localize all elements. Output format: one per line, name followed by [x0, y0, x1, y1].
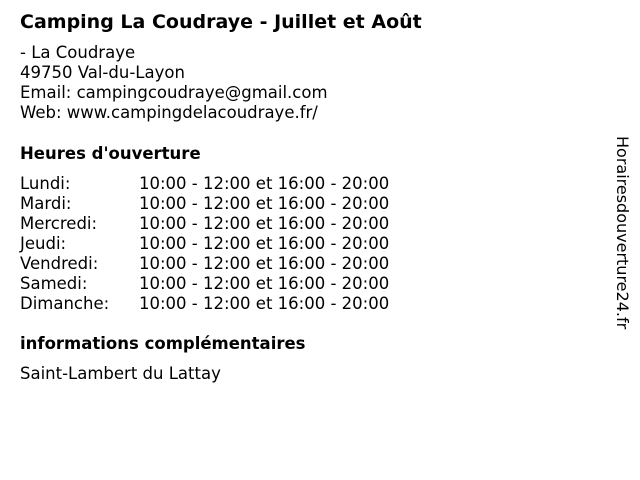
email-line: Email: campingcoudraye@gmail.com	[20, 83, 328, 102]
day-label: Vendredi:	[20, 254, 99, 273]
address-street: - La Coudraye	[20, 43, 136, 62]
day-label: Samedi:	[20, 274, 88, 293]
address-block	[20, 43, 328, 123]
day-label: Mardi:	[20, 194, 72, 213]
time-range: 10:00 - 12:00 et 16:00 - 20:00	[139, 174, 390, 193]
hours-heading: Heures d'ouverture	[20, 144, 201, 163]
site-watermark: Horairesdouverture24.fr	[613, 136, 632, 330]
day-label: Jeudi:	[20, 234, 67, 253]
hours-row-jeudi	[20, 234, 389, 254]
info-text: Saint-Lambert du Lattay	[20, 364, 221, 383]
time-range: 10:00 - 12:00 et 16:00 - 20:00	[139, 294, 390, 313]
hours-row-vendredi	[20, 254, 389, 274]
page-title: Camping La Coudraye - Juillet et Août	[20, 11, 422, 33]
time-range: 10:00 - 12:00 et 16:00 - 20:00	[139, 214, 390, 233]
day-label: Mercredi:	[20, 214, 98, 233]
hours-row-dimanche	[20, 294, 389, 314]
hours-row-mardi	[20, 194, 389, 214]
time-range: 10:00 - 12:00 et 16:00 - 20:00	[139, 234, 390, 253]
day-label: Lundi:	[20, 174, 71, 193]
day-label: Dimanche:	[20, 294, 110, 313]
hours-row-mercredi	[20, 214, 389, 234]
time-range: 10:00 - 12:00 et 16:00 - 20:00	[139, 274, 390, 293]
time-range: 10:00 - 12:00 et 16:00 - 20:00	[139, 194, 390, 213]
address-city: 49750 Val-du-Layon	[20, 63, 185, 82]
time-range: 10:00 - 12:00 et 16:00 - 20:00	[139, 254, 390, 273]
hours-table	[20, 174, 389, 314]
info-heading: informations complémentaires	[20, 334, 306, 353]
web-line: Web: www.campingdelacoudraye.fr/	[20, 103, 318, 122]
hours-row-samedi	[20, 274, 389, 294]
hours-row-lundi	[20, 174, 389, 194]
